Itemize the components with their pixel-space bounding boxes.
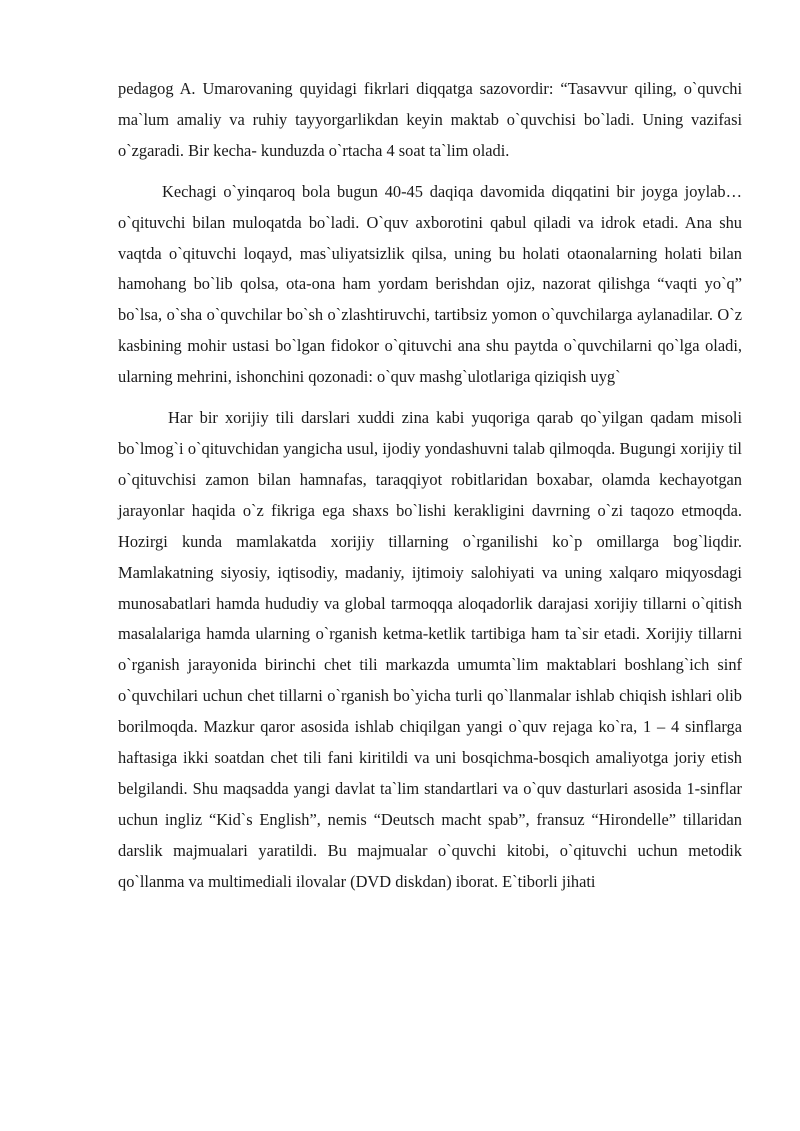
paragraph-xorijiy-tillar: Har bir xorijiy tili darslari xuddi zina kabi yuqoriga qarab qo`yilgan qadam misoli bo`lmog`i o`qituvchidan yangicha usul, ijodiy yondashuvni talab qilmoqda. Bugungi xorijiy til o`qituvchisi zamon bilan hamnafas, taraqqiyot robitlaridan boxabar, olamda kechayotgan jarayonlar haqida o`z fikriga ega shaxs bo`lishi kerakligini davrning o`zi taqozo etmoqda. Hozirgi kunda mamlakatda xorijiy tillarning o`rganilishi ko`p omillarga bog`liqdir. Mamlakatning siyosiy, iqtisodiy, madaniy, ijtimoiy salohiyati va uning xalqaro miqyosdagi munosabatlari hamda hududiy va global tarmoqqa aloqadorlik darajasi xorijiy tillarni o`qitish masalalariga hamda ularning o`rganish ketma-ketlik tartibiga ham ta`sir etadi. Xorijiy tillarni o`rganish jarayonida birinchi chet tili markazda umumta`lim maktablari boshlang`ich sinf o`quvchilari uchun chet tillarni o`rganish bo`yicha turli qo`llanmalar ishlab chiqish ishlari olib borilmoqda. Mazkur qaror asosida ishlab chiqilgan yangi o`quv rejaga ko`ra, 1 – 4 sinflarga haftasiga ikki soatdan chet tili fani kiritildi va uni bosqichma-bosqich amaliyotga joriy etish belgilandi. Shu maqsadda yangi davlat ta`lim standartlari va o`quv dasturlari asosida 1-sinflar uchun ingliz “Kid`s English”, nemis “Deutsch macht spab”, fransuz “Hirondelle” tillaridan darslik majmualari yaratildi. Bu majmualar o`quvchi kitobi, o`qituvchi uchun metodik qo`llanma va multimediali ilovalar (DVD diskdan) iborat. E`tiborli jihati: [118, 408, 742, 891]
paragraph-kechagi: Kechagi o`yinqaroq bola bugun 40-45 daqiqa davomida diqqatini bir joyga joylab… o`qituvchi bilan muloqatda bo`ladi. O`quv axborotini qabul qiladi va idrok etadi. Ana shu vaqtda o`qituvchi loqayd, mas`uliyatsizlik qilsa, uning bu holati otaonalarning holati bilan hamohang bo`lib qolsa, ota-ona ham yordam berishdan ojiz, nazorat qilishga “vaqti yo`q” bo`lsa, o`sha o`quvchilar bo`sh o`zlashtiruvchi, tartibsiz yomon o`quvchilarga aylanadilar. O`z kasbining mohir ustasi bo`lgan fidokor o`qituvchi ana shu paytda o`quvchilarni qo`lga oladi, ularning mehrini, ishonchini qozonadi: o`quv mashg`ulotlariga qiziqish uyg`: [118, 181, 742, 387]
paragraph-continuation: pedagog A. Umarovaning quyidagi fikrlari diqqatga sazovordir: “Tasavvur qiling, o`quvchi ma`lum amaliy va ruhiy tayyorgarlikdan keyin maktab o`quvchisi bo`ladi. Uning vazifasi o`zgaradi. Bir kecha- kunduzda o`rtacha 4 soat ta`lim oladi.: [118, 79, 742, 160]
body-text: [118, 74, 742, 898]
